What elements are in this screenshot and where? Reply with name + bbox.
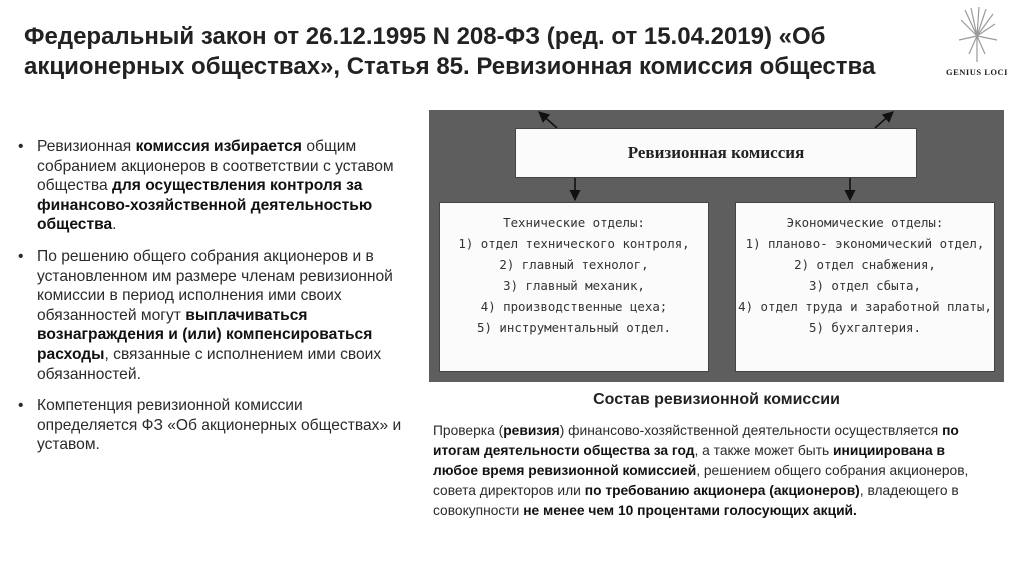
bullet-text (37, 138, 394, 233)
economic-item: 1) планово- экономический отдел, (745, 236, 985, 251)
economic-item: 2) отдел снабжения, (794, 257, 936, 272)
economic-item: 5) бухгалтерия. (809, 320, 921, 335)
bullet-dot: • (18, 138, 24, 155)
bullet-dot: • (18, 397, 24, 415)
logo-text: GENIUS LOCI (946, 67, 1008, 77)
commission-box: Ревизионная комиссия (515, 128, 917, 178)
diagram-caption: Состав ревизионной комиссии (593, 391, 840, 408)
bullet-item (16, 247, 406, 384)
economic-departments-box (735, 202, 995, 372)
technical-heading: Технические отделы: (503, 215, 645, 230)
text-run: Ревизионная (37, 138, 136, 155)
text-run: ) финансово-хозяйственной деятельности осуществляется (559, 423, 943, 438)
bold-text-run: по итогам деятельности общества за год (433, 423, 959, 458)
technical-item: 4) производственные цеха; (480, 299, 668, 314)
winged-star-icon (955, 6, 999, 64)
bullet-text (37, 248, 393, 383)
bullet-list (16, 137, 406, 467)
bold-text-run: ревизия (503, 423, 560, 438)
text-run: , а также может быть (694, 443, 834, 458)
bullet-item (16, 137, 406, 235)
bullet-item (16, 396, 406, 455)
bold-text-run: инициирована в любое время ревизионной комиссией (433, 443, 945, 478)
bold-text-run: для осуществления контроля за финансово-хозяйственной деятельностью общества (37, 177, 373, 234)
text-run: Компетенция ревизионной комиссии определяется ФЗ «Об акционерных обществах» и уставом. (37, 397, 402, 454)
technical-item: 2) главный технолог, (499, 257, 649, 272)
audit-paragraph (433, 421, 993, 521)
logo (938, 4, 1016, 80)
bullet-dot: • (18, 247, 24, 265)
text-run: , владеющего в совокупности (433, 483, 959, 518)
arrow-top-right (875, 112, 893, 128)
technical-item: 3) главный механик, (503, 278, 645, 293)
text-run: , связанные с исполнением ими своих обязанностей. (37, 345, 382, 383)
bold-text-run: по требованию акционера (акционеров) (584, 483, 860, 498)
text-run: Проверка ( (433, 423, 504, 438)
text-run: общим собранием акционеров в соответствии с уставом общества (37, 138, 394, 195)
page-title: Федеральный закон от 26.12.1995 N 208-ФЗ (ред. от 15.04.2019) «Об акционерных обществах», Статья 85. Ревизионная комиссия общества (24, 23, 876, 80)
arrow-top-left (539, 112, 557, 128)
text-run: По решению общего собрания акционеров и в установленном им размере членам ревизионной комиссии в период исполнения ими своих обязанностей могут (37, 247, 393, 324)
technical-item: 1) отдел технического контроля, (458, 236, 690, 251)
bold-text-run: комиссия избирается (135, 138, 303, 155)
technical-item: 5) инструментальный отдел. (477, 320, 671, 335)
bold-text-run: выплачиваться вознаграждения и (или) компенсироваться расходы (37, 306, 373, 363)
technical-departments-box (439, 202, 709, 372)
text-run: , решением общего собрания акционеров, совета директоров или (433, 463, 969, 498)
economic-item: 4) отдел труда и заработной платы, (738, 299, 992, 314)
economic-item: 3) отдел сбыта, (809, 278, 921, 293)
economic-heading: Экономические отделы: (786, 215, 944, 230)
text-run: . (112, 216, 117, 234)
commission-diagram (429, 110, 1004, 382)
bullet-text (37, 397, 401, 453)
bold-text-run: не менее чем 10 процентами голосующих акций. (523, 503, 857, 518)
